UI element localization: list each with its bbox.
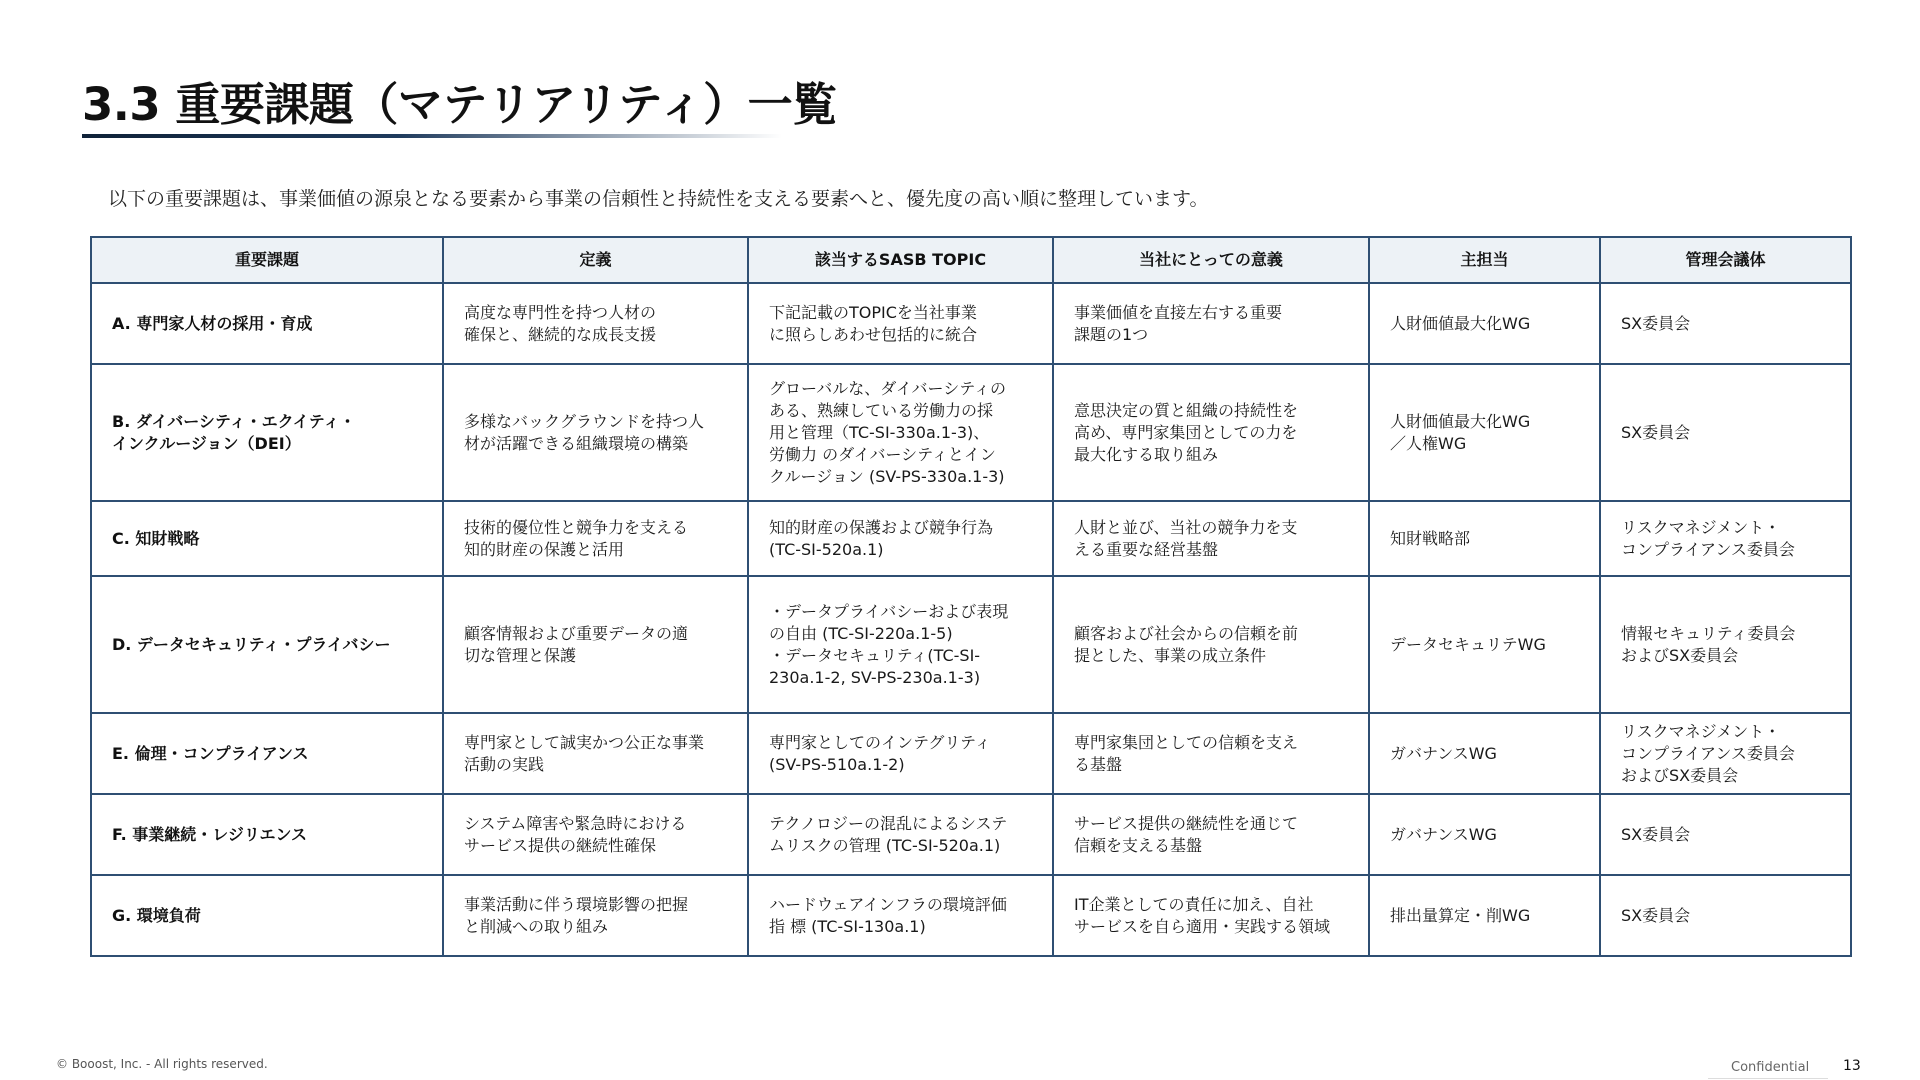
cell-sasb-text: ハードウェアインフラの環境評価 指 標 (TC-SI-130a.1) xyxy=(769,894,1007,936)
cell-topic-text: F. 事業継続・レジリエンス xyxy=(112,824,308,844)
cell-committee xyxy=(1600,364,1851,501)
materiality-table xyxy=(90,236,1852,957)
cell-committee-text: 情報セキュリティ委員会 およびSX委員会 xyxy=(1621,623,1796,665)
cell-sasb-text: 下記記載のTOPICを当社事業 に照らしあわせ包括的に統合 xyxy=(769,302,978,344)
cell-topic-text: B. ダイバーシティ・エクイティ・ インクルージョン（DEI） xyxy=(112,411,356,453)
materiality-table-container xyxy=(90,236,1850,957)
cell-definition-text: 高度な専門性を持つ人材の 確保と、継続的な成長支援 xyxy=(464,302,657,344)
cell-definition-text: 技術的優位性と競争力を支える 知的財産の保護と活用 xyxy=(464,517,689,559)
cell-definition-text: 専門家として誠実かつ公正な事業 活動の実践 xyxy=(464,732,705,774)
cell-definition-text: 事業活動に伴う環境影響の把握 と削減への取り組み xyxy=(464,894,689,936)
cell-committee-text: SX委員会 xyxy=(1621,313,1691,333)
cell-topic-text: C. 知財戦略 xyxy=(112,528,200,548)
header-committee: 管理会議体 xyxy=(1600,237,1851,283)
cell-definition xyxy=(443,364,748,501)
cell-significance-text: 事業価値を直接左右する重要 課題の1つ xyxy=(1074,302,1283,344)
cell-committee xyxy=(1600,501,1851,576)
table-row xyxy=(91,794,1851,875)
cell-significance xyxy=(1053,713,1369,794)
cell-topic-text: E. 倫理・コンプライアンス xyxy=(112,743,309,763)
cell-significance xyxy=(1053,576,1369,713)
cell-topic xyxy=(91,713,443,794)
cell-sasb-text: 知的財産の保護および競争行為 (TC-SI-520a.1) xyxy=(769,517,994,559)
cell-significance xyxy=(1053,794,1369,875)
cell-topic xyxy=(91,794,443,875)
header-significance: 当社にとっての意義 xyxy=(1053,237,1369,283)
page-title: 3.3 重要課題（マテリアリティ）一覧 xyxy=(82,78,837,131)
cell-definition xyxy=(443,576,748,713)
cell-sasb xyxy=(748,364,1053,501)
title-underline xyxy=(82,134,782,138)
table-row xyxy=(91,283,1851,364)
cell-sasb xyxy=(748,875,1053,956)
cell-topic xyxy=(91,364,443,501)
cell-significance-text: サービス提供の継続性を通じて 信頼を支える基盤 xyxy=(1074,813,1299,855)
cell-definition xyxy=(443,875,748,956)
cell-definition xyxy=(443,713,748,794)
cell-topic xyxy=(91,501,443,576)
cell-sasb xyxy=(748,794,1053,875)
cell-definition xyxy=(443,283,748,364)
cell-owner xyxy=(1369,576,1600,713)
cell-committee xyxy=(1600,875,1851,956)
table-row xyxy=(91,364,1851,501)
cell-significance xyxy=(1053,364,1369,501)
cell-significance xyxy=(1053,875,1369,956)
cell-sasb-text: グローバルな、ダイバーシティの ある、熟練している労働力の採 用と管理（TC-SI-330a.1-3)、 労働力 のダイバーシティとイン クルージョン (SV-PS-330a.1-3) xyxy=(769,378,1006,486)
cell-topic-text: A. 専門家人材の採用・育成 xyxy=(112,313,313,333)
page-number: 13 xyxy=(1843,1058,1861,1074)
cell-committee xyxy=(1600,713,1851,794)
cell-owner-text: ガバナンスWG xyxy=(1390,743,1497,763)
cell-sasb xyxy=(748,283,1053,364)
cell-sasb xyxy=(748,713,1053,794)
cell-significance xyxy=(1053,283,1369,364)
cell-significance-text: 顧客および社会からの信頼を前 提とした、事業の成立条件 xyxy=(1074,623,1299,665)
table-row xyxy=(91,713,1851,794)
cell-definition-text: 顧客情報および重要データの適 切な管理と保護 xyxy=(464,623,689,665)
header-definition: 定義 xyxy=(443,237,748,283)
header-owner: 主担当 xyxy=(1369,237,1600,283)
table-row xyxy=(91,875,1851,956)
cell-owner xyxy=(1369,875,1600,956)
cell-topic xyxy=(91,875,443,956)
cell-topic xyxy=(91,576,443,713)
cell-committee-text: SX委員会 xyxy=(1621,905,1691,925)
table-header-row xyxy=(91,237,1851,283)
cell-owner-text: 人財価値最大化WG xyxy=(1390,313,1531,333)
cell-owner-text: 排出量算定・削WG xyxy=(1390,905,1531,925)
footer-confidential: Confidential xyxy=(1731,1060,1810,1075)
cell-definition-text: システム障害や緊急時における サービス提供の継続性確保 xyxy=(464,813,687,855)
cell-definition-text: 多様なバックグラウンドを持つ人 材が活躍できる組織環境の構築 xyxy=(464,411,705,453)
cell-sasb xyxy=(748,576,1053,713)
cell-significance-text: 人財と並び、当社の競争力を支 える重要な経営基盤 xyxy=(1074,517,1298,559)
cell-significance-text: 専門家集団としての信頼を支え る基盤 xyxy=(1074,732,1299,774)
cell-sasb xyxy=(748,501,1053,576)
cell-committee xyxy=(1600,576,1851,713)
cell-owner-text: 知財戦略部 xyxy=(1390,528,1471,548)
cell-topic-text: G. 環境負荷 xyxy=(112,905,201,925)
cell-owner xyxy=(1369,713,1600,794)
cell-definition xyxy=(443,501,748,576)
cell-committee-text: SX委員会 xyxy=(1621,422,1691,442)
cell-owner-text: ガバナンスWG xyxy=(1390,824,1497,844)
cell-sasb-text: 専門家としてのインテグリティ (SV-PS-510a.1-2) xyxy=(769,732,991,774)
cell-significance-text: 意思決定の質と組織の持続性を 高め、専門家集団としての力を 最大化する取り組み xyxy=(1074,400,1299,464)
cell-significance xyxy=(1053,501,1369,576)
cell-significance-text: IT企業としての責任に加え、自社 サービスを自ら適用・実践する領域 xyxy=(1074,894,1331,936)
cell-owner xyxy=(1369,501,1600,576)
intro-text: 以下の重要課題は、事業価値の源泉となる要素から事業の信頼性と持続性を支える要素へと、優先度の高い順に整理しています。 xyxy=(108,188,1209,210)
cell-owner xyxy=(1369,364,1600,501)
cell-sasb-text: ・データプライバシーおよび表現 の自由 (TC-SI-220a.1-5) ・データセキュリティ(TC-SI- 230a.1-2, SV-PS-230a.1-3) xyxy=(769,601,1009,687)
cell-owner-text: データセキュリテWG xyxy=(1390,634,1546,654)
footer-divider xyxy=(1708,1078,1828,1079)
cell-owner-text: 人財価値最大化WG ／人権WG xyxy=(1390,411,1531,453)
table-row xyxy=(91,576,1851,713)
cell-committee-text: リスクマネジメント・ コンプライアンス委員会 およびSX委員会 xyxy=(1621,721,1795,785)
cell-owner xyxy=(1369,283,1600,364)
cell-committee xyxy=(1600,283,1851,364)
header-topic: 重要課題 xyxy=(91,237,443,283)
cell-topic-text: D. データセキュリティ・プライバシー xyxy=(112,634,391,654)
footer-copyright: © Booost, Inc. - All rights reserved. xyxy=(56,1057,268,1071)
cell-committee-text: リスクマネジメント・ コンプライアンス委員会 xyxy=(1621,517,1795,559)
cell-sasb-text: テクノロジーの混乱によるシステ ムリスクの管理 (TC-SI-520a.1) xyxy=(769,813,1008,855)
cell-definition xyxy=(443,794,748,875)
cell-committee xyxy=(1600,794,1851,875)
header-sasb-topic: 該当するSASB TOPIC xyxy=(748,237,1053,283)
cell-owner xyxy=(1369,794,1600,875)
table-row xyxy=(91,501,1851,576)
cell-committee-text: SX委員会 xyxy=(1621,824,1691,844)
cell-topic xyxy=(91,283,443,364)
